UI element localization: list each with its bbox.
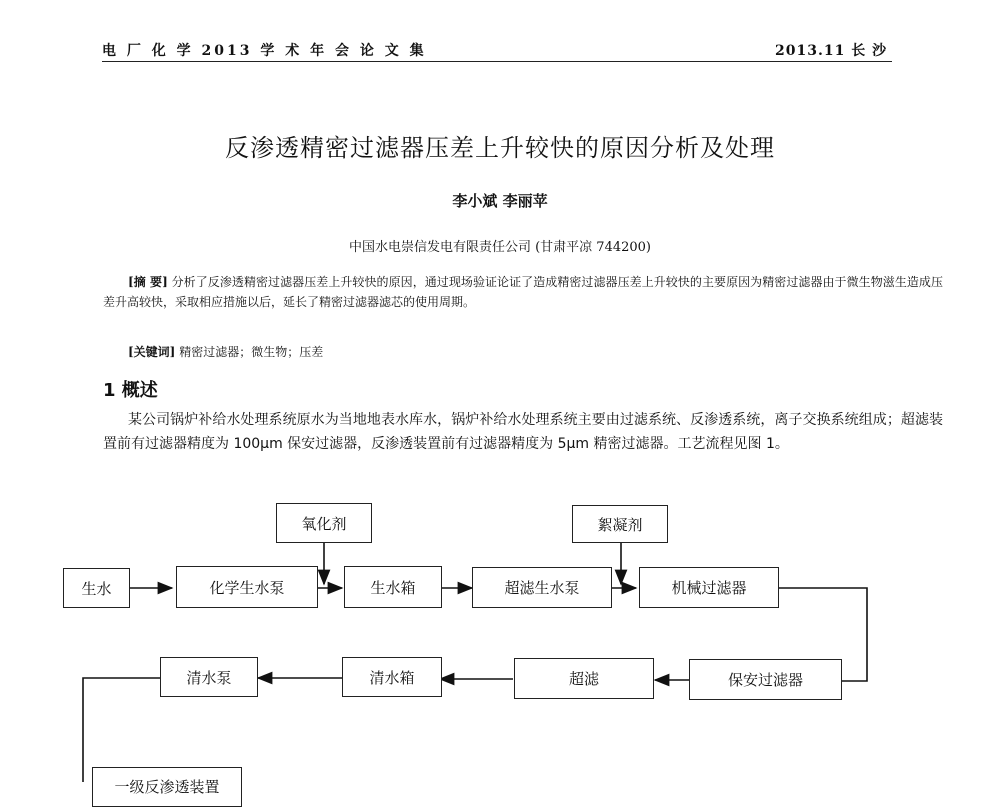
node-label: 机械过滤器 <box>671 579 747 597</box>
node-chemical-raw-water-pump <box>176 566 318 608</box>
section-paragraph: 某公司锅炉补给水处理系统原水为当地地表水库水，锅炉补给水处理系统主要由过滤系统、反渗透系统，离子交换系统组成；超滤装置前有过滤器精度为 100μm 保安过滤器，反渗透装置前有过滤器精度为 5μm 精密过滤器。工艺流程见图 1。 <box>103 412 943 452</box>
node-ultrafiltration <box>514 658 654 699</box>
node-clean-water-tank <box>342 657 442 697</box>
node-raw-water <box>63 568 130 608</box>
node-uf-raw-water-pump <box>472 567 612 608</box>
paper-title: 反渗透精密过滤器压差上升较快的原因分析及处理 <box>225 134 775 162</box>
node-raw-water-tank <box>344 566 442 608</box>
node-label: 保安过滤器 <box>727 671 803 689</box>
paper-affiliation: 中国水电崇信发电有限责任公司 (甘肃平凉 744200) <box>348 240 652 255</box>
node-security-filter <box>689 659 842 700</box>
node-label: 一级反渗透装置 <box>114 778 220 796</box>
keywords-text: 精密过滤器；微生物；压差 <box>179 345 324 359</box>
paper-authors: 李小斌 李丽苹 <box>452 192 548 210</box>
node-label: 化学生水泵 <box>209 578 285 597</box>
running-header-left: 电 厂 化 学 2013 学 术 年 会 论 文 集 <box>102 43 427 59</box>
node-mechanical-filter <box>639 567 779 608</box>
abstract-text: 分析了反渗透精密过滤器压差上升较快的原因，通过现场验证论证了造成精密过滤器压差上升较快的主要原因为精密过滤器由于微生物滋生造成压差升高较快，采取相应措施以后，延长了精密过滤器滤芯的使用周期。 <box>103 275 943 309</box>
running-header-right: 2013.11 长 沙 <box>775 43 888 59</box>
node-clean-water-pump <box>160 657 258 697</box>
abstract-label: [摘 要] <box>128 275 168 289</box>
keywords-label: [关键词] <box>128 345 176 359</box>
node-partial-cutoff <box>92 767 242 807</box>
node-label: 生水箱 <box>370 578 416 597</box>
node-label: 絮凝剂 <box>597 515 643 534</box>
node-label: 超滤 <box>568 670 599 688</box>
node-label: 清水箱 <box>369 668 415 687</box>
node-label: 生水 <box>81 579 112 598</box>
node-flocculant <box>572 505 668 543</box>
node-label: 清水泵 <box>186 668 232 687</box>
node-label: 氧化剂 <box>301 514 347 533</box>
node-label: 超滤生水泵 <box>504 579 580 597</box>
section-heading: 1 概述 <box>103 380 158 401</box>
node-oxidant <box>276 503 372 543</box>
